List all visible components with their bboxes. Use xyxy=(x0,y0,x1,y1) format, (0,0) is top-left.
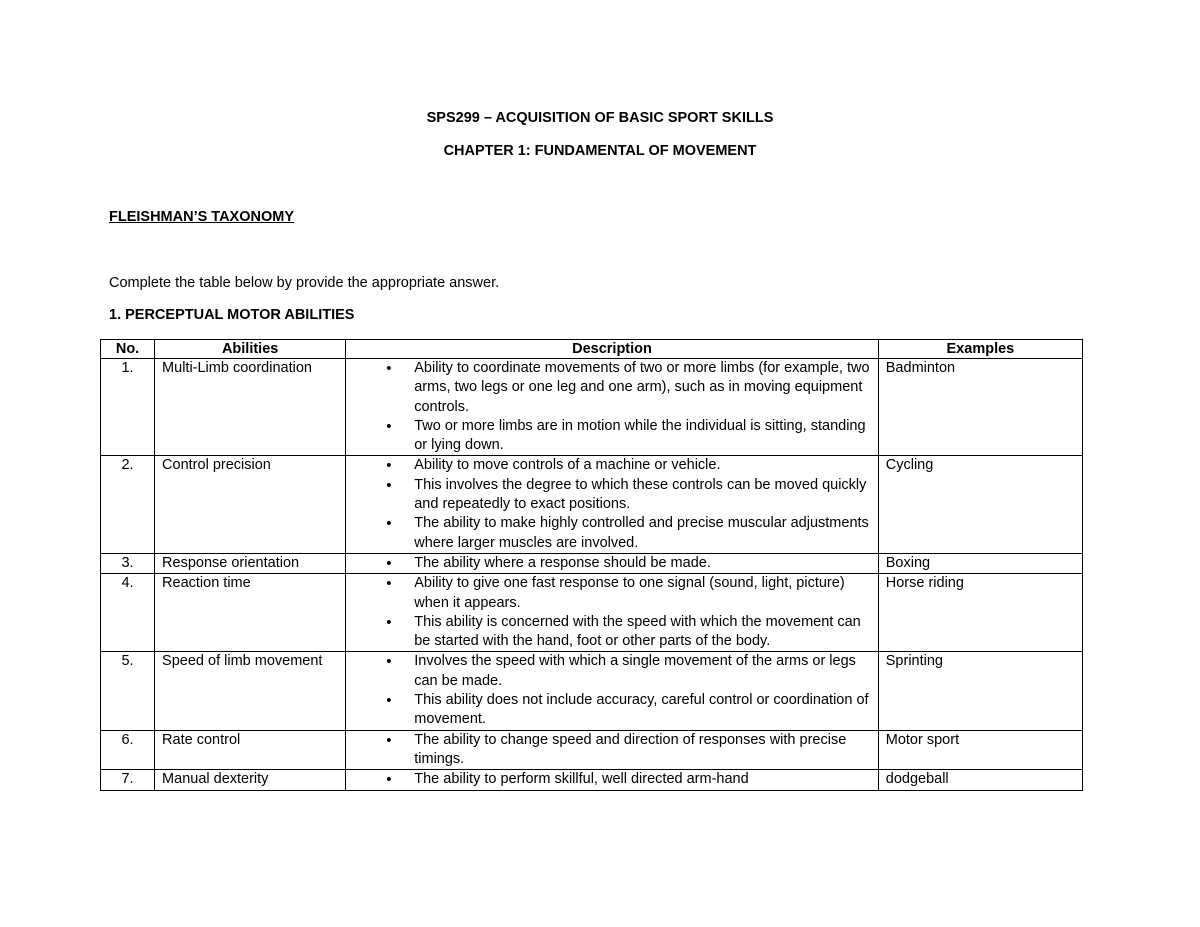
description-list xyxy=(353,456,871,552)
table-row xyxy=(101,553,1083,573)
example-cell: Motor sport xyxy=(878,730,1082,770)
row-number: 5. xyxy=(101,652,155,730)
chapter-title: CHAPTER 1: FUNDAMENTAL OF MOVEMENT xyxy=(443,143,757,159)
row-number: 6. xyxy=(101,730,155,770)
table-row xyxy=(101,652,1083,730)
table-row xyxy=(101,730,1083,770)
description-bullet: • Ability to move controls of a machine or vehicle. xyxy=(353,456,871,475)
example-cell: Badminton xyxy=(878,359,1082,456)
description-list xyxy=(353,652,871,729)
description-bullet: • The ability where a response should be made. xyxy=(353,554,871,573)
row-number: 4. xyxy=(101,574,155,652)
description-bullet: • The ability to perform skillful, well directed arm-hand xyxy=(353,770,871,789)
header-abilities: Abilities xyxy=(155,340,346,359)
header-examples: Examples xyxy=(878,340,1082,359)
ability-name: Control precision xyxy=(155,456,346,553)
description-bullet: • This ability is concerned with the speed with which the movement can be started with the hand, foot or other parts of the body. xyxy=(353,613,871,652)
section-heading: FLEISHMAN’S TAXONOMY xyxy=(109,209,295,225)
description-cell xyxy=(346,456,879,553)
row-number: 2. xyxy=(101,456,155,553)
description-bullet: • Ability to give one fast response to one signal (sound, light, picture) when it appears. xyxy=(353,574,871,613)
table-header-row xyxy=(101,340,1083,359)
instruction-text: Complete the table below by provide the appropriate answer. xyxy=(109,275,500,291)
description-cell xyxy=(346,359,879,456)
table-row xyxy=(101,770,1083,790)
table-body xyxy=(101,359,1083,791)
description-list xyxy=(353,554,871,573)
ability-name: Reaction time xyxy=(155,574,346,652)
description-bullet: • The ability to change speed and direction of responses with precise timings. xyxy=(353,731,871,770)
example-cell: Horse riding xyxy=(878,574,1082,652)
row-number: 3. xyxy=(101,553,155,573)
document-title: SPS299 – ACQUISITION OF BASIC SPORT SKILLS xyxy=(426,110,774,126)
abilities-table xyxy=(100,339,1083,791)
description-bullet: • Two or more limbs are in motion while the individual is sitting, standing or lying down. xyxy=(353,417,871,456)
example-cell: Boxing xyxy=(878,553,1082,573)
row-number: 7. xyxy=(101,770,155,790)
description-cell xyxy=(346,652,879,730)
ability-name: Multi-Limb coordination xyxy=(155,359,346,456)
example-cell: Sprinting xyxy=(878,652,1082,730)
ability-name: Rate control xyxy=(155,730,346,770)
description-bullet: • Ability to coordinate movements of two or more limbs (for example, two arms, two legs or one leg and one arm), such as in moving equipment controls. xyxy=(353,359,871,417)
description-cell xyxy=(346,574,879,652)
description-list xyxy=(353,574,871,651)
header-no: No. xyxy=(101,340,155,359)
description-cell xyxy=(346,770,879,790)
description-list xyxy=(353,731,871,770)
table-row xyxy=(101,456,1083,553)
table-row xyxy=(101,574,1083,652)
sub-heading: 1. PERCEPTUAL MOTOR ABILITIES xyxy=(109,307,355,323)
description-cell xyxy=(346,730,879,770)
description-list xyxy=(353,770,871,789)
header-description: Description xyxy=(346,340,879,359)
example-cell: Cycling xyxy=(878,456,1082,553)
ability-name: Manual dexterity xyxy=(155,770,346,790)
row-number: 1. xyxy=(101,359,155,456)
table-row xyxy=(101,359,1083,456)
ability-name: Response orientation xyxy=(155,553,346,573)
ability-name: Speed of limb movement xyxy=(155,652,346,730)
description-cell xyxy=(346,553,879,573)
description-list xyxy=(353,359,871,455)
description-bullet: • This ability does not include accuracy, careful control or coordination of movement. xyxy=(353,691,871,730)
description-bullet: • The ability to make highly controlled and precise muscular adjustments where larger muscles are involved. xyxy=(353,514,871,553)
description-bullet: • This involves the degree to which these controls can be moved quickly and repeatedly to exact positions. xyxy=(353,476,871,515)
example-cell: dodgeball xyxy=(878,770,1082,790)
description-bullet: • Involves the speed with which a single movement of the arms or legs can be made. xyxy=(353,652,871,691)
